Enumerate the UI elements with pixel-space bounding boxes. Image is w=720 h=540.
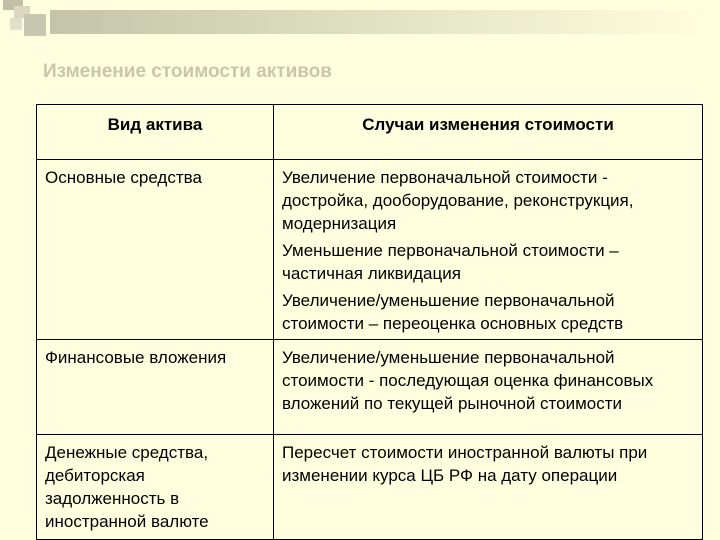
table-header-row	[37, 105, 703, 160]
asset-table	[36, 104, 703, 540]
header-change-cases: Случаи изменения стоимости	[274, 105, 703, 160]
case-item: Увеличение/уменьшение первоначальной стоимости - последующая оценка финансовых вложений по текущей рыночной стоимости	[282, 348, 654, 413]
case-item: Увеличение первоначальной стоимости - достройка, дооборудование, реконструкция, модернизация	[282, 168, 634, 233]
page-title: Изменение стоимости активов	[43, 61, 332, 82]
cases-cell	[274, 435, 703, 540]
table-row	[37, 340, 703, 435]
case-item: Увеличение/уменьшение первоначальной стоимости – переоценка основных средств	[282, 291, 624, 333]
asset-cell: Финансовые вложения	[37, 340, 274, 435]
case-item: Пересчет стоимости иностранной валюты при изменении курса ЦБ РФ на дату операции	[282, 443, 648, 485]
header-asset-type: Вид актива	[37, 105, 274, 160]
cases-cell	[274, 340, 703, 435]
cases-cell	[274, 160, 703, 340]
case-item: Уменьшение первоначальной стоимости – частичная ликвидация	[282, 241, 619, 283]
header-decoration	[0, 0, 720, 50]
asset-cell: Основные средства	[37, 160, 274, 340]
asset-cell: Денежные средства, дебиторская задолженность в иностранной валюте	[37, 435, 274, 540]
table-row	[37, 435, 703, 540]
table-row	[37, 160, 703, 340]
